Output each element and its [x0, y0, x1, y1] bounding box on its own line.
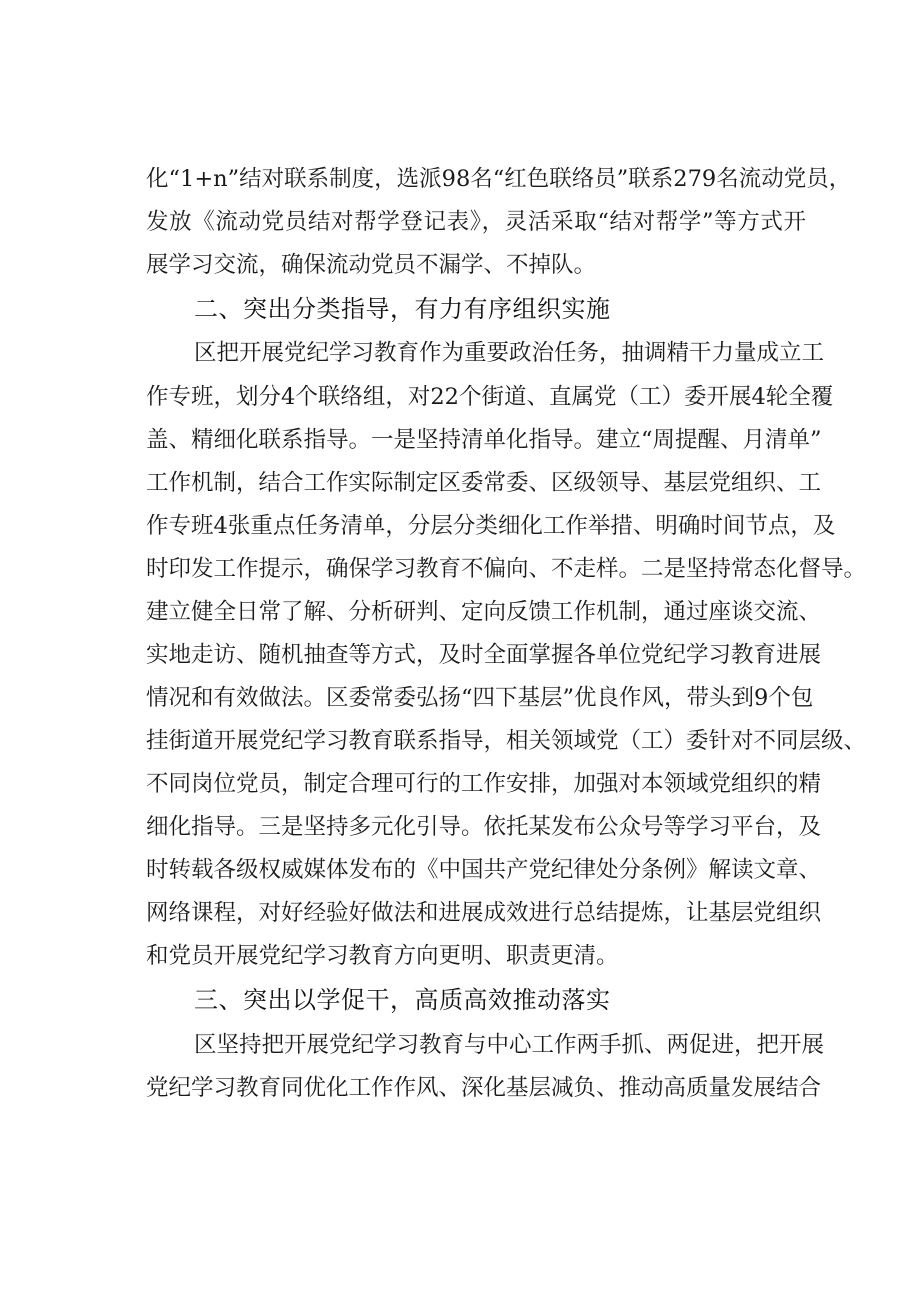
paragraph-2-line-9: 情况和有效做法。区委常委弘扬“四下基层”优良作风，带头到9个包 — [146, 685, 814, 711]
paragraph-2-line-3: 盖、精细化联系指导。一是坚持清单化指导。建立“周提醒、月清单” — [146, 427, 822, 453]
paragraph-2-line-13: 时转载各级权威媒体发布的《中国共产党纪律处分条例》解读文章、 — [146, 857, 822, 883]
paragraph-2-line-4: 工作机制，结合工作实际制定区委常委、区级领导、基层党组织、工 — [146, 470, 822, 496]
paragraph-2-line-6: 时印发工作提示，确保学习教育不偏向、不走样。二是坚持常态化督导。 — [146, 556, 867, 582]
paragraph-2-line-7: 建立健全日常了解、分析研判、定向反馈工作机制，通过座谈交流、 — [146, 599, 822, 625]
paragraph-3-line-2: 党纪学习教育同优化工作作风、深化基层减负、推动高质量发展结合 — [146, 1075, 822, 1101]
paragraph-2-line-10: 挂街道开展党纪学习教育联系指导，相关领域党（工）委针对不同层级、 — [146, 728, 867, 754]
paragraph-2-line-12: 细化指导。三是坚持多元化引导。依托某发布公众号等学习平台，及 — [146, 814, 822, 840]
paragraph-2-line-2: 作专班，划分4个联络组，对22个街道、直属党（工）委开展4轮全覆 — [146, 384, 834, 410]
paragraph-1-line-3: 展学习交流，确保流动党员不漏学、不掉队。 — [146, 252, 597, 278]
paragraph-2-line-1: 区把开展党纪学习教育作为重要政治任务，抽调精干力量成立工 — [194, 340, 825, 366]
section-heading-2: 二、突出分类指导，有力有序组织实施 — [194, 295, 611, 323]
paragraph-3-line-1: 区坚持把开展党纪学习教育与中心工作两手抓、两促进，把开展 — [194, 1032, 825, 1058]
paragraph-2-line-5: 作专班4张重点任务清单，分层分类细化工作举措、明确时间节点，及 — [146, 513, 836, 539]
paragraph-2-line-8: 实地走访、随机抽查等方式，及时全面掌握各单位党纪学习教育进展 — [146, 642, 822, 668]
paragraph-2-line-14: 网络课程，对好经验好做法和进展成效进行总结提炼，让基层党组织 — [146, 900, 822, 926]
paragraph-1-line-2: 发放《流动党员结对帮学登记表》，灵活采取“结对帮学”等方式开 — [146, 209, 806, 235]
section-heading-3: 三、突出以学促干，高质高效推动落实 — [194, 986, 611, 1014]
paragraph-2-line-15: 和党员开展党纪学习教育方向更明、职责更清。 — [146, 943, 619, 969]
paragraph-2-line-11: 不同岗位党员，制定合理可行的工作安排，加强对本领域党组织的精 — [146, 771, 822, 797]
paragraph-1-line-1: 化“1+n”结对联系制度，选派98名“红色联络员”联系279名流动党员， — [146, 166, 852, 192]
